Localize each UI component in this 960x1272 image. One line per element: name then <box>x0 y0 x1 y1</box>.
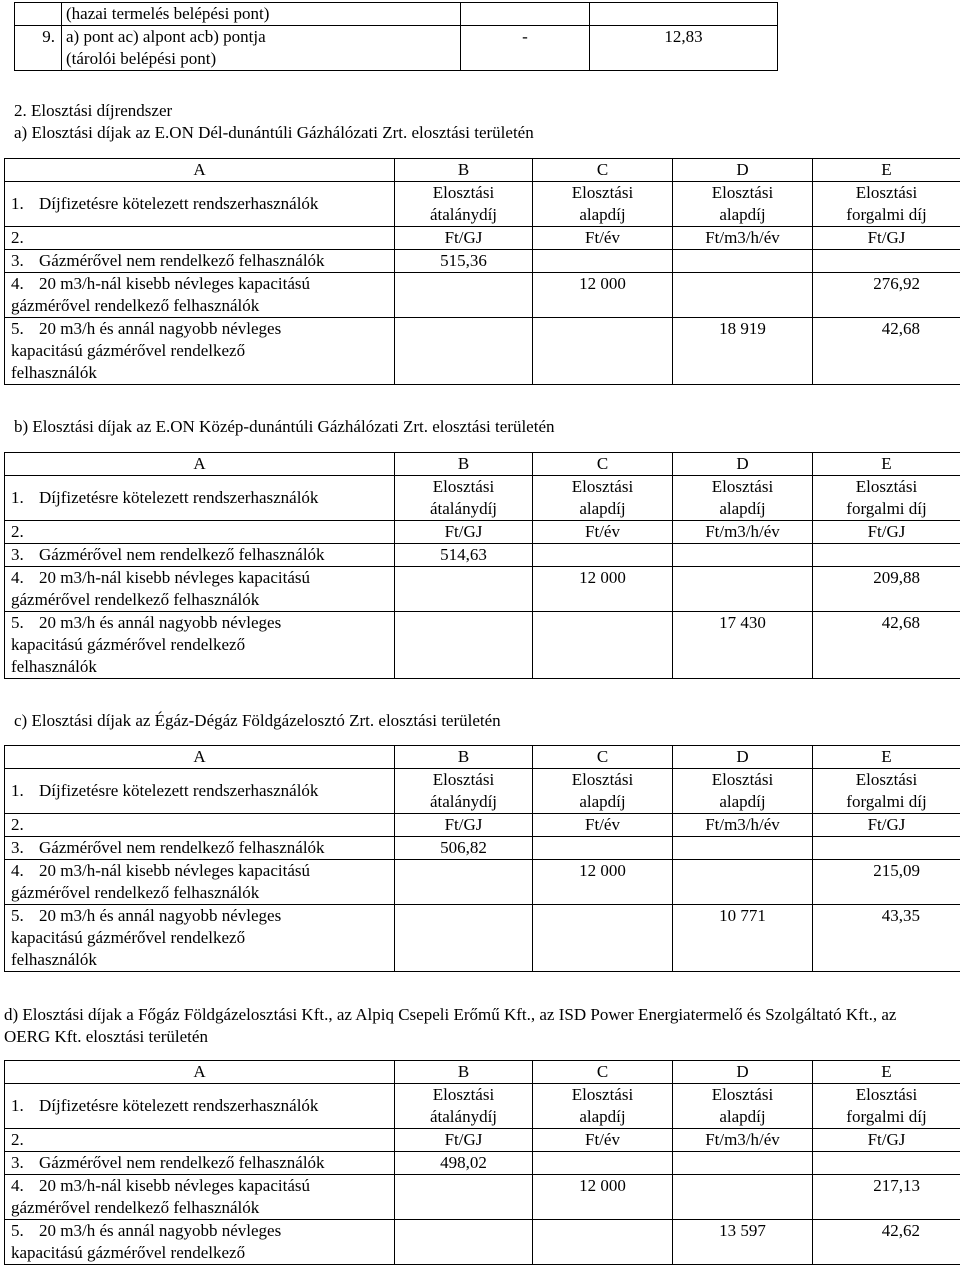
row-label <box>5 1175 395 1220</box>
cell-b <box>395 1175 533 1220</box>
row-number: 2. <box>11 1130 24 1149</box>
row-text: gázmérővel rendelkező felhasználók <box>11 296 260 315</box>
cell-d: 18 919 <box>673 318 813 385</box>
cell-line: alapdíj <box>719 499 766 518</box>
cell-line: forgalmi díj <box>846 205 927 224</box>
row-text: 20 m3/h-nál kisebb névleges kapacitású <box>39 274 310 293</box>
cell-d <box>673 182 813 227</box>
table-row <box>15 3 778 26</box>
cell-line: alapdíj <box>579 1107 626 1126</box>
fee-table-c <box>4 745 960 972</box>
cell-a: - <box>461 26 590 71</box>
cell-e: 42,62 <box>813 1220 960 1265</box>
col-header-a: A <box>5 159 395 182</box>
table-row <box>5 1220 960 1265</box>
row-label <box>5 1152 395 1175</box>
row-text: Díjfizetésre kötelezett rendszerhasználók <box>39 488 319 507</box>
row-number: 4. <box>11 568 24 587</box>
table-row <box>5 318 960 385</box>
table-row <box>5 227 960 250</box>
cell-line: forgalmi díj <box>846 499 927 518</box>
col-header-a: A <box>5 453 395 476</box>
section-heading-d: d) Elosztási díjak a Főgáz Földgázelosztási Kft., az Alpiq Csepeli Erőmű Kft., az ISD Power Energiatermelő és Szolgáltató Kft., az OERG Kft. elosztási területén <box>4 1005 897 1046</box>
row-text: Gázmérővel nem rendelkező felhasználók <box>39 838 325 857</box>
cell-e: Ft/GJ <box>813 814 960 837</box>
col-header-d: D <box>673 746 813 769</box>
cell-b: Ft/GJ <box>395 227 533 250</box>
row-number: 3. <box>11 545 24 564</box>
cell-line: Elosztási <box>711 183 774 202</box>
table-row <box>5 814 960 837</box>
row-text: gázmérővel rendelkező felhasználók <box>11 1198 260 1217</box>
table-row <box>5 905 960 972</box>
cell-e: Ft/GJ <box>813 1129 960 1152</box>
row-description <box>62 26 461 71</box>
section-heading-c: c) Elosztási díjak az Égáz-Dégáz Földgázelosztó Zrt. elosztási területén <box>14 711 501 730</box>
table-row <box>5 250 960 273</box>
row-text: 20 m3/h és annál nagyobb névleges <box>39 319 282 338</box>
row-text: Díjfizetésre kötelezett rendszerhasználók <box>39 194 319 213</box>
row-number: 5. <box>11 1221 24 1240</box>
row-label <box>5 182 395 227</box>
table-row <box>5 476 960 521</box>
row-label <box>5 273 395 318</box>
row-label <box>5 318 395 385</box>
cell-line: Elosztási <box>432 1085 495 1104</box>
cell-b: 515,36 <box>395 250 533 273</box>
row-number: 5. <box>11 319 24 338</box>
row-label <box>5 612 395 679</box>
cell-c: Ft/év <box>533 227 673 250</box>
row-number: 3. <box>11 838 24 857</box>
cell-c <box>533 905 673 972</box>
table-row <box>5 1175 960 1220</box>
cell-d <box>673 769 813 814</box>
cell-c <box>533 250 673 273</box>
row-text: Gázmérővel nem rendelkező felhasználók <box>39 251 325 270</box>
row-label <box>5 769 395 814</box>
row-number: 1. <box>11 194 24 213</box>
row-number: 9. <box>15 26 62 71</box>
cell-c <box>533 1220 673 1265</box>
column-header-row <box>5 1061 960 1084</box>
cell-line: Elosztási <box>711 1085 774 1104</box>
col-header-b: B <box>395 1061 533 1084</box>
cell-line: forgalmi díj <box>846 792 927 811</box>
cell-e: 217,13 <box>813 1175 960 1220</box>
row-text: 20 m3/h-nál kisebb névleges kapacitású <box>39 861 310 880</box>
row-label <box>5 567 395 612</box>
row-number: 4. <box>11 861 24 880</box>
col-header-e: E <box>813 453 960 476</box>
row-description: (hazai termelés belépési pont) <box>62 3 461 26</box>
row-text: felhasználók <box>11 363 97 382</box>
col-header-b: B <box>395 746 533 769</box>
table-row <box>5 1084 960 1129</box>
cell-d <box>673 1084 813 1129</box>
cell-b: Ft/GJ <box>395 1129 533 1152</box>
cell-b <box>395 567 533 612</box>
row-text: Gázmérővel nem rendelkező felhasználók <box>39 545 325 564</box>
cell-e <box>813 182 960 227</box>
cell-e: 42,68 <box>813 612 960 679</box>
col-header-d: D <box>673 1061 813 1084</box>
cell-d: 13 597 <box>673 1220 813 1265</box>
row-number: 2. <box>11 522 24 541</box>
column-header-row <box>5 159 960 182</box>
col-header-b: B <box>395 159 533 182</box>
col-header-a: A <box>5 1061 395 1084</box>
cell-c <box>533 182 673 227</box>
row-number <box>15 3 62 26</box>
col-header-e: E <box>813 1061 960 1084</box>
table-row <box>5 544 960 567</box>
cell-e <box>813 837 960 860</box>
table-row <box>5 612 960 679</box>
cell-d: Ft/m3/h/év <box>673 814 813 837</box>
cell-b: Ft/GJ <box>395 814 533 837</box>
cell-line: Elosztási <box>571 770 634 789</box>
col-header-e: E <box>813 159 960 182</box>
row-text: 20 m3/h-nál kisebb névleges kapacitású <box>39 568 310 587</box>
description-line: a) pont ac) alpont acb) pontja <box>66 27 266 46</box>
row-label <box>5 250 395 273</box>
cell-c: Ft/év <box>533 521 673 544</box>
cell-d: Ft/m3/h/év <box>673 227 813 250</box>
cell-d <box>673 860 813 905</box>
cell-b <box>395 273 533 318</box>
row-text: kapacitású gázmérővel rendelkező <box>11 341 246 360</box>
row-text: kapacitású gázmérővel rendelkező <box>11 1243 246 1262</box>
col-header-c: C <box>533 159 673 182</box>
table-row <box>5 567 960 612</box>
row-text: gázmérővel rendelkező felhasználók <box>11 590 260 609</box>
row-number: 1. <box>11 781 24 800</box>
cell-d: Ft/m3/h/év <box>673 1129 813 1152</box>
col-header-e: E <box>813 746 960 769</box>
table-row <box>5 521 960 544</box>
col-header-c: C <box>533 746 673 769</box>
table-row <box>15 26 778 71</box>
cell-line: átalánydíj <box>429 792 498 811</box>
cell-e: 209,88 <box>813 567 960 612</box>
cell-e: 43,35 <box>813 905 960 972</box>
section-title: 2. Elosztási díjrendszer <box>14 101 173 120</box>
row-text: 20 m3/h és annál nagyobb névleges <box>39 906 282 925</box>
section-heading-b: b) Elosztási díjak az E.ON Közép-dunántúli Gázhálózati Zrt. elosztási területén <box>14 417 555 436</box>
cell-line: Elosztási <box>855 477 918 496</box>
cell-d <box>673 476 813 521</box>
cell-d <box>673 273 813 318</box>
col-header-d: D <box>673 453 813 476</box>
cell-line: átalánydíj <box>429 499 498 518</box>
table-row <box>5 837 960 860</box>
row-number: 1. <box>11 1096 24 1115</box>
cell-e: 276,92 <box>813 273 960 318</box>
cell-c <box>533 318 673 385</box>
cell-line: átalánydíj <box>429 205 498 224</box>
section-heading-a: a) Elosztási díjak az E.ON Dél-dunántúli Gázhálózati Zrt. elosztási területén <box>14 123 534 142</box>
cell-c: Ft/év <box>533 1129 673 1152</box>
cell-line: alapdíj <box>579 792 626 811</box>
cell-d <box>673 544 813 567</box>
cell-line: Elosztási <box>571 477 634 496</box>
row-label <box>5 837 395 860</box>
fee-table-a <box>4 158 960 385</box>
cell-b <box>395 182 533 227</box>
row-label <box>5 544 395 567</box>
cell-b: Ft/GJ <box>395 521 533 544</box>
cell-line: Elosztási <box>432 183 495 202</box>
column-header-row <box>5 746 960 769</box>
row-number: 2. <box>11 228 24 247</box>
row-label <box>5 521 395 544</box>
row-number: 2. <box>11 815 24 834</box>
entry-point-table <box>14 2 778 71</box>
table-row <box>5 273 960 318</box>
cell-line: alapdíj <box>719 792 766 811</box>
cell-c: 12 000 <box>533 1175 673 1220</box>
cell-b <box>395 476 533 521</box>
cell-d <box>673 567 813 612</box>
col-header-c: C <box>533 1061 673 1084</box>
cell-c <box>533 1084 673 1129</box>
row-text: 20 m3/h-nál kisebb névleges kapacitású <box>39 1176 310 1195</box>
row-number: 5. <box>11 613 24 632</box>
cell-e <box>813 769 960 814</box>
row-number: 4. <box>11 274 24 293</box>
cell-line: Elosztási <box>855 1085 918 1104</box>
cell-line: alapdíj <box>579 205 626 224</box>
row-number: 5. <box>11 906 24 925</box>
cell-c: 12 000 <box>533 860 673 905</box>
cell-e <box>813 250 960 273</box>
cell-e <box>813 544 960 567</box>
row-text: gázmérővel rendelkező felhasználók <box>11 883 260 902</box>
cell-e <box>813 476 960 521</box>
cell-b <box>395 860 533 905</box>
row-number: 4. <box>11 1176 24 1195</box>
table-row <box>5 769 960 814</box>
cell-e <box>813 1084 960 1129</box>
table-row <box>5 182 960 227</box>
table-row <box>5 1129 960 1152</box>
cell-d <box>673 1152 813 1175</box>
cell-c <box>533 612 673 679</box>
cell-line: Elosztási <box>571 1085 634 1104</box>
cell-b <box>590 3 778 26</box>
cell-b <box>395 318 533 385</box>
row-text: felhasználók <box>11 657 97 676</box>
row-text: kapacitású gázmérővel rendelkező <box>11 928 246 947</box>
cell-line: Elosztási <box>855 183 918 202</box>
cell-d: 17 430 <box>673 612 813 679</box>
row-number: 3. <box>11 1153 24 1172</box>
cell-d: Ft/m3/h/év <box>673 521 813 544</box>
cell-line: átalánydíj <box>429 1107 498 1126</box>
fee-table-b <box>4 452 960 679</box>
cell-c: 12 000 <box>533 567 673 612</box>
row-text: Gázmérővel nem rendelkező felhasználók <box>39 1153 325 1172</box>
cell-b <box>395 905 533 972</box>
cell-line: Elosztási <box>711 477 774 496</box>
row-label <box>5 905 395 972</box>
col-header-a: A <box>5 746 395 769</box>
cell-b: 514,63 <box>395 544 533 567</box>
row-label <box>5 1220 395 1265</box>
col-header-b: B <box>395 453 533 476</box>
cell-line: Elosztási <box>711 770 774 789</box>
cell-line: alapdíj <box>579 499 626 518</box>
cell-line: Elosztási <box>432 770 495 789</box>
cell-b <box>395 1220 533 1265</box>
row-number: 3. <box>11 251 24 270</box>
cell-c <box>533 837 673 860</box>
column-header-row <box>5 453 960 476</box>
cell-b: 506,82 <box>395 837 533 860</box>
row-label <box>5 476 395 521</box>
row-text: felhasználók <box>11 950 97 969</box>
cell-e: 42,68 <box>813 318 960 385</box>
row-text: 20 m3/h és annál nagyobb névleges <box>39 1221 282 1240</box>
cell-line: Elosztási <box>432 477 495 496</box>
cell-c: 12 000 <box>533 273 673 318</box>
cell-b: 12,83 <box>590 26 778 71</box>
cell-d <box>673 250 813 273</box>
cell-b <box>395 612 533 679</box>
row-text: Díjfizetésre kötelezett rendszerhasználók <box>39 781 319 800</box>
row-text: Díjfizetésre kötelezett rendszerhasználók <box>39 1096 319 1115</box>
cell-e <box>813 1152 960 1175</box>
row-label <box>5 814 395 837</box>
row-label <box>5 1129 395 1152</box>
cell-line: Elosztási <box>571 183 634 202</box>
table-row <box>5 860 960 905</box>
cell-c <box>533 769 673 814</box>
row-label <box>5 1084 395 1129</box>
cell-e: Ft/GJ <box>813 521 960 544</box>
cell-d <box>673 837 813 860</box>
col-header-c: C <box>533 453 673 476</box>
cell-b: 498,02 <box>395 1152 533 1175</box>
cell-a <box>461 3 590 26</box>
cell-c: Ft/év <box>533 814 673 837</box>
cell-d: 10 771 <box>673 905 813 972</box>
cell-line: Elosztási <box>855 770 918 789</box>
row-label <box>5 860 395 905</box>
col-header-d: D <box>673 159 813 182</box>
cell-line: alapdíj <box>719 1107 766 1126</box>
cell-c <box>533 476 673 521</box>
table-row <box>5 1152 960 1175</box>
cell-c <box>533 544 673 567</box>
cell-e: 215,09 <box>813 860 960 905</box>
row-text: 20 m3/h és annál nagyobb névleges <box>39 613 282 632</box>
cell-d <box>673 1175 813 1220</box>
cell-line: forgalmi díj <box>846 1107 927 1126</box>
cell-line: alapdíj <box>719 205 766 224</box>
cell-e: Ft/GJ <box>813 227 960 250</box>
row-number: 1. <box>11 488 24 507</box>
cell-b <box>395 1084 533 1129</box>
description-line: (tárolói belépési pont) <box>66 49 217 68</box>
fee-table-d <box>4 1060 960 1265</box>
row-label <box>5 227 395 250</box>
row-text: kapacitású gázmérővel rendelkező <box>11 635 246 654</box>
cell-b <box>395 769 533 814</box>
cell-c <box>533 1152 673 1175</box>
